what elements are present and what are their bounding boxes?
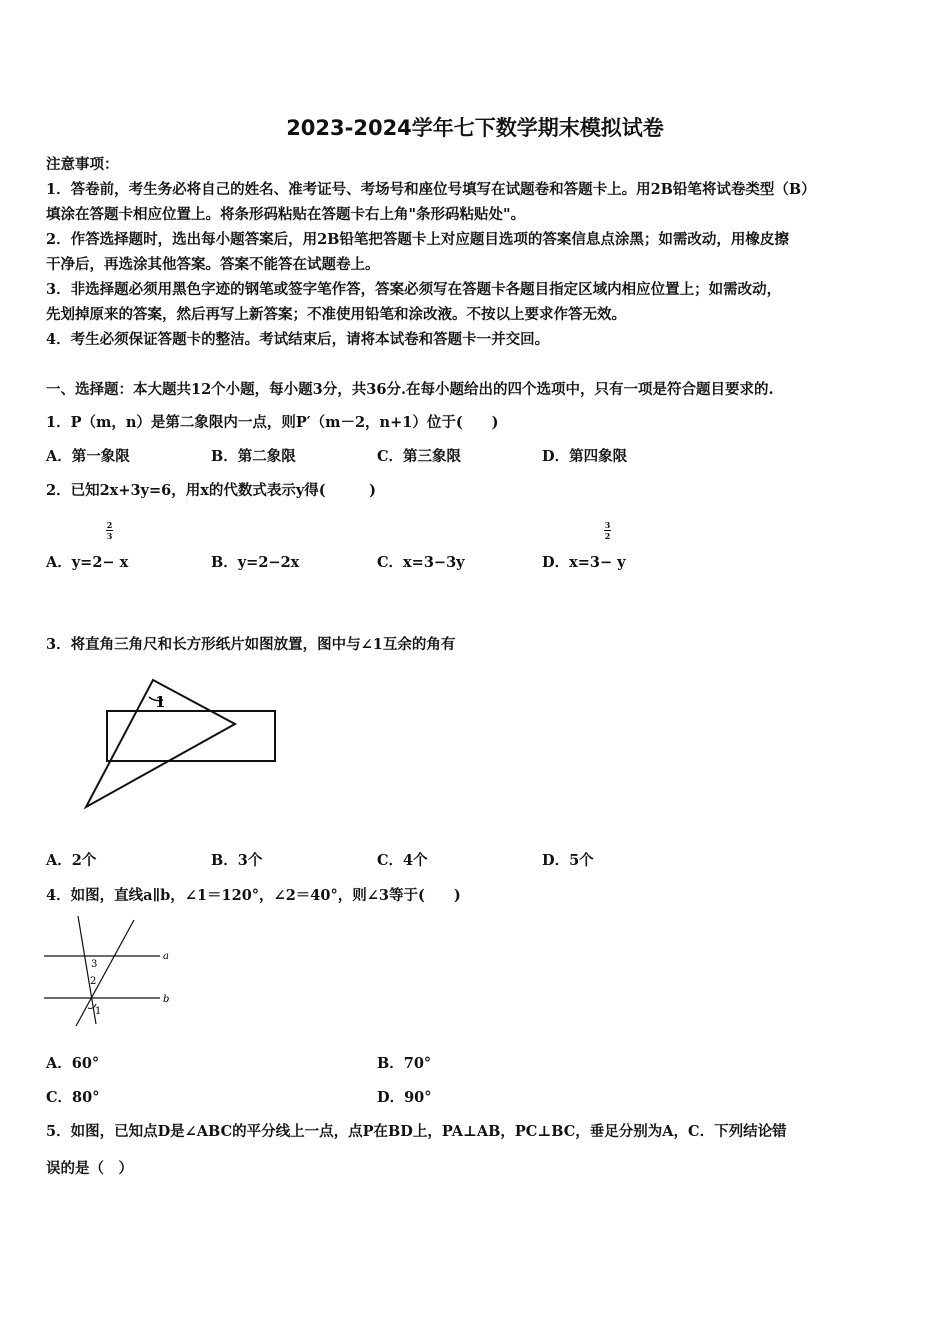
- q2-option-d: D．x=3− y: [542, 554, 626, 571]
- section-heading: 一、选择题：本大题共12个小题，每小题3分，共36分.在每小题给出的四个选项中，只有一项是符合题目要求的.: [46, 381, 774, 398]
- question-5-stem-cont: 误的是（ ）: [46, 1160, 133, 1177]
- transversal-2: [76, 920, 134, 1026]
- triangle-ruler-figure: [70, 672, 285, 817]
- fraction-numerator: 2: [106, 520, 113, 530]
- angle-1-label: 1: [95, 1006, 102, 1017]
- notice-line: 先划掉原来的答案，然后再写上新答案；不准使用铅笔和涂改液。不按以上要求作答无效。: [46, 306, 626, 323]
- q4-option-c: C．80°: [46, 1089, 100, 1106]
- question-3-stem: 3．将直角三角尺和长方形纸片如图放置，图中与∠1互余的角有: [46, 636, 456, 653]
- question-1-stem: 1．P（m，n）是第二象限内一点，则P′（m－2，n+1）位于( ): [46, 414, 499, 431]
- q3-option-b: B．3个: [211, 852, 263, 869]
- parallel-lines-figure: [40, 916, 180, 1031]
- q1-option-a: A．第一象限: [46, 448, 130, 465]
- angle-2-label: 2: [90, 976, 97, 987]
- question-4-stem: 4．如图，直线a∥b，∠1＝120°，∠2＝40°，则∠3等于( ): [46, 887, 461, 904]
- q3-option-a: A．2个: [46, 852, 97, 869]
- fraction-a: [106, 521, 113, 540]
- fraction-d: [604, 521, 611, 540]
- fraction-denominator: 3: [106, 531, 113, 541]
- label-b: b: [163, 994, 170, 1005]
- q1-option-c: C．第三象限: [377, 448, 462, 465]
- angle-3-label: 3: [91, 959, 98, 970]
- notice-line: 3．非选择题必须用黑色字迹的钢笔或签字笔作答，答案必须写在答题卡各题目指定区域内相应位置上；如需改动，: [46, 281, 782, 298]
- q1-option-b: B．第二象限: [211, 448, 296, 465]
- notice-line: 填涂在答题卡相应位置上。将条形码粘贴在答题卡右上角"条形码粘贴处"。: [46, 206, 526, 223]
- q4-option-a: A．60°: [46, 1055, 100, 1072]
- question-5-stem: 5．如图，已知点D是∠ABC的平分线上一点，点P在BD上，PA⊥AB，PC⊥BC，垂足分别为A，C．下列结论错: [46, 1123, 787, 1140]
- q3-option-d: D．5个: [542, 852, 594, 869]
- q1-option-d: D．第四象限: [542, 448, 628, 465]
- fraction-numerator: 3: [604, 520, 611, 530]
- notice-line: 1．答卷前，考生务必将自己的姓名、准考证号、考场号和座位号填写在试题卷和答题卡上。用2B铅笔将试卷类型（B）: [46, 181, 816, 198]
- q4-option-b: B．70°: [377, 1055, 432, 1072]
- notice-line: 干净后，再选涂其他答案。答案不能答在试题卷上。: [46, 256, 380, 273]
- q2-option-a: A．y=2− x: [46, 554, 129, 571]
- q3-option-c: C．4个: [377, 852, 428, 869]
- notice-line: 2．作答选择题时，选出每小题答案后，用2B铅笔把答题卡上对应题目选项的答案信息点涂黑；如需改动，用橡皮擦: [46, 231, 789, 248]
- q2-option-b: B．y=2−2x: [211, 554, 300, 571]
- angle-1-label: 1: [155, 693, 166, 711]
- fraction-denominator: 2: [604, 531, 611, 541]
- notice-line: 4．考生必须保证答题卡的整洁。考试结束后，请将本试卷和答题卡一并交回。: [46, 331, 550, 348]
- label-a: a: [163, 951, 169, 962]
- notice-heading: 注意事项：: [46, 156, 119, 173]
- question-2-stem: 2．已知2x+3y=6，用x的代数式表示y得( ): [46, 482, 377, 499]
- q4-option-d: D．90°: [377, 1089, 432, 1106]
- q2-option-c: C．x=3−3y: [377, 554, 465, 571]
- page-title: 2023-2024学年七下数学期末模拟试卷: [286, 116, 664, 140]
